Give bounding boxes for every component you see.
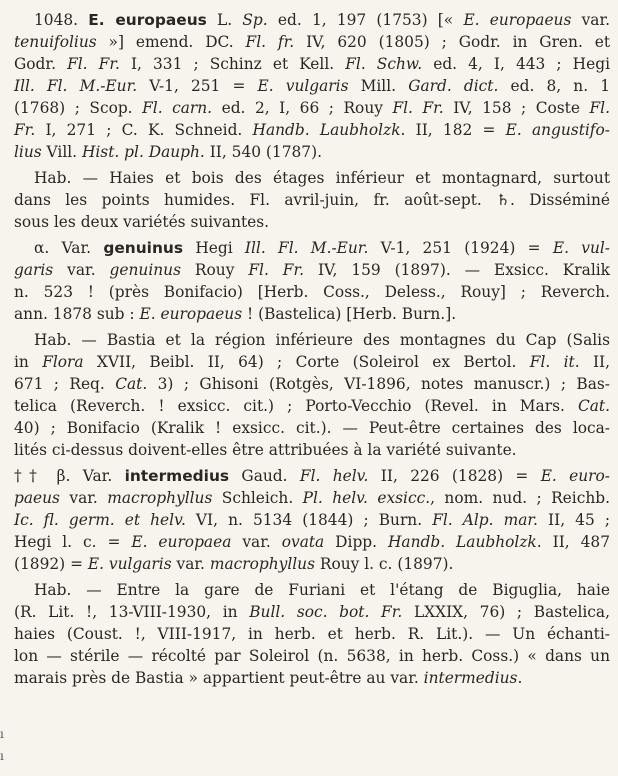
text-run: II, 226 (1828) = (368, 467, 541, 485)
habitat-alpha-line (34, 329, 610, 351)
italic-text: Fl. (589, 99, 610, 117)
text-run: II, 540 (1787). (204, 143, 322, 161)
text-run: , nom. nud. ; Reichb. (430, 489, 610, 507)
italic-text: Cat. (577, 397, 610, 415)
italic-text: E. vulgaris (87, 555, 172, 573)
text-run: IV, 159 (1897). — Exsicc. Kralik (304, 261, 611, 279)
text-run: var. (571, 11, 611, 29)
text-run: var. (231, 533, 282, 551)
italic-text: genuinus (109, 261, 181, 279)
text-run: 3) ; Ghisoni (Rotgès, VI-1896, notes manuscr.) ; Bas- (147, 375, 610, 393)
italic-text: Ill. Fl. M.-Eur. (14, 77, 138, 95)
gutter-mark: ı (0, 749, 4, 763)
variety-alpha-line (14, 259, 610, 281)
italic-text: macrophyllus (209, 555, 315, 573)
text-run: α. Var. (34, 239, 104, 257)
variety-beta-line (14, 465, 610, 487)
habitat-general-line (14, 211, 610, 233)
taxon-name: genuinus (103, 239, 184, 257)
variety-alpha-line (14, 281, 610, 303)
italic-text: Fl. Schw. (345, 55, 423, 73)
italic-text: Ill. Fl. M.-Eur. (244, 239, 369, 257)
italic-text: intermedius (423, 669, 518, 687)
text-run: (1892) = (14, 555, 88, 573)
species-entry-line (14, 141, 610, 163)
text-run: Schleich. (212, 489, 303, 507)
variety-beta-line (14, 509, 610, 531)
text-run: V-1, 251 = (137, 77, 258, 95)
habitat-general-line (34, 167, 610, 189)
text-run: var. (53, 261, 110, 279)
text-run: ann. 1878 sub : (14, 305, 140, 323)
text-run: II, 45 ; (537, 511, 611, 529)
italic-text: Handb. Laubholzk. (388, 533, 542, 551)
text-run: ed. 1, 197 (1753) [« (267, 11, 464, 29)
text-run: Hegi l. c. = (14, 533, 132, 551)
italic-text: E. vul- (552, 239, 611, 257)
text-run: †† β. Var. (14, 467, 125, 485)
text-run: I, 271 ; C. K. Schneid. (35, 121, 253, 139)
text-run: VI, n. 5134 (1844) ; Burn. (185, 511, 433, 529)
habitat-alpha-line (14, 417, 610, 439)
text-run: Rouy l. c. (1897). (314, 555, 454, 573)
italic-text: Fl. it. (529, 353, 580, 371)
text-run: ed. 8, n. 1 (498, 77, 611, 95)
italic-text: Fl. fr. (245, 33, 295, 51)
italic-text: Fr. (14, 121, 36, 139)
text-run: sous les deux variétés suivantes. (14, 213, 270, 231)
text-run: lon — stérile — récolté par Soleirol (n. 5638, in herb. Coss.) « dans un (14, 647, 610, 665)
italic-text: Fl. helv. (299, 467, 369, 485)
italic-text: E. europaeus (139, 305, 243, 323)
text-run: Hab. — Entre la gare de Furiani et l'étang de Biguglia, haie (34, 581, 610, 599)
italic-text: Pl. helv. exsicc. (302, 489, 431, 507)
text-run: XVII, Beibl. II, 64) ; Corte (Soleirol ex Bertol. (83, 353, 530, 371)
text-run: haies (Coust. !, VIII-1917, in herb. et herb. R. Lit.). — Un échanti- (14, 625, 610, 643)
italic-text: Fl. Fr. (392, 99, 444, 117)
italic-text: garis (14, 261, 54, 279)
text-run: IV, 158 ; Coste (443, 99, 590, 117)
italic-text: Hist. pl. Dauph. (81, 143, 205, 161)
text-run: Mill. (348, 77, 409, 95)
italic-text: Fl. Alp. mar. (432, 511, 538, 529)
text-run: ! (Bastelica) [Herb. Burn.]. (242, 305, 457, 323)
text-run: (1768) ; Scop. (14, 99, 143, 117)
text-run: V-1, 251 (1924) = (368, 239, 553, 257)
text-run: 1048. (34, 11, 89, 29)
italic-text: E. vulgaris (257, 77, 349, 95)
variety-alpha-line (34, 237, 610, 259)
text-run: LXXIX, 76) ; Bastelica, (402, 603, 610, 621)
text-run: Rouy (180, 261, 249, 279)
italic-text: paeus (14, 489, 60, 507)
text-run: Vill. (41, 143, 82, 161)
italic-text: Gard. dict. (408, 77, 499, 95)
italic-text: Sp. (242, 11, 268, 29)
italic-text: Fl. Fr. (248, 261, 305, 279)
text-run: II, 487 (541, 533, 610, 551)
gutter-mark: ı (0, 727, 4, 741)
taxon-name: intermedius (124, 467, 230, 485)
habitat-beta-line (14, 667, 610, 689)
habitat-beta-line (14, 601, 610, 623)
habitat-beta-line (34, 579, 610, 601)
text-run: telica (Reverch. ! exsicc. cit.) ; Porto-Vecchio (Revel. in Mars. (14, 397, 578, 415)
italic-text: Bull. soc. bot. Fr. (249, 603, 403, 621)
italic-text: E. angustifo- (505, 121, 610, 139)
italic-text: macrophyllus (107, 489, 213, 507)
text-run: dans les points humides. Fl. avril-juin, fr. août-sept. ♄. Disséminé (14, 191, 610, 209)
text-run: n. 523 ! (près Bonifacio) [Herb. Coss., Deless., Rouy] ; Reverch. (14, 283, 610, 301)
text-run: lités ci-dessus doivent-elles être attribuées à la variété suivante. (14, 441, 517, 459)
species-entry-line (14, 53, 610, 75)
text-run: ed. 2, I, 66 ; Rouy (212, 99, 393, 117)
species-entry-line (34, 9, 610, 31)
text-run: Hab. — Bastia et la région inférieure des montagnes du Cap (Salis (34, 331, 610, 349)
habitat-alpha-line (14, 439, 610, 461)
habitat-general-line (14, 189, 610, 211)
text-run: Hegi (183, 239, 245, 257)
habitat-alpha-line (14, 373, 610, 395)
text-run: ed. 4, I, 443 ; Hegi (422, 55, 610, 73)
habitat-beta-line (14, 645, 610, 667)
habitat-alpha-line (14, 351, 610, 373)
italic-text: ovata (281, 533, 325, 551)
text-run: Godr. (14, 55, 68, 73)
text-run: II, (579, 353, 610, 371)
italic-text: Ic. fl. germ. et helv. (14, 511, 186, 529)
text-run: Gaud. (229, 467, 300, 485)
species-entry-line (14, 75, 610, 97)
text-run: II, 182 = (405, 121, 506, 139)
italic-text: tenuifolius (14, 33, 97, 51)
italic-text: Flora (42, 353, 84, 371)
taxon-name: E. europaeus (88, 11, 207, 29)
text-run: var. (59, 489, 108, 507)
italic-text: E. euro- (540, 467, 611, 485)
italic-text: Cat. (115, 375, 148, 393)
text-run: IV, 620 (1805) ; Godr. in Gren. et (294, 33, 611, 51)
text-run: . (517, 669, 523, 687)
variety-beta-line (14, 487, 610, 509)
text-run: Hab. — Haies et bois des étages inférieur et montagnard, surtout (34, 169, 610, 187)
italic-text: Fl. carn. (142, 99, 213, 117)
italic-text: E. europaeus (463, 11, 572, 29)
italic-text: Handb. Laubholzk. (252, 121, 406, 139)
text-run: »] emend. DC. (96, 33, 246, 51)
variety-alpha-line (14, 303, 610, 325)
habitat-alpha-line (14, 395, 610, 417)
text-run: 671 ; Req. (14, 375, 116, 393)
species-entry-line (14, 31, 610, 53)
species-entry-line (14, 119, 610, 141)
text-run: marais près de Bastia » appartient peut-être au var. (14, 669, 424, 687)
italic-text: E. europaea (131, 533, 232, 551)
variety-beta-line (14, 531, 610, 553)
text-run: var. (171, 555, 210, 573)
text-run: L. (206, 11, 243, 29)
text-run: 40) ; Bonifacio (Kralik ! exsicc. cit.). — Peut-être certaines des loca- (14, 419, 610, 437)
species-entry-line (14, 97, 610, 119)
italic-text: Fl. Fr. (67, 55, 120, 73)
text-run: in (14, 353, 43, 371)
variety-beta-line (14, 553, 610, 575)
text-run: (R. Lit. !, 13-VIII-1930, in (14, 603, 250, 621)
text-run: I, 331 ; Schinz et Kell. (119, 55, 346, 73)
italic-text: lius (14, 143, 42, 161)
habitat-beta-line (14, 623, 610, 645)
text-run: Dipp. (324, 533, 388, 551)
